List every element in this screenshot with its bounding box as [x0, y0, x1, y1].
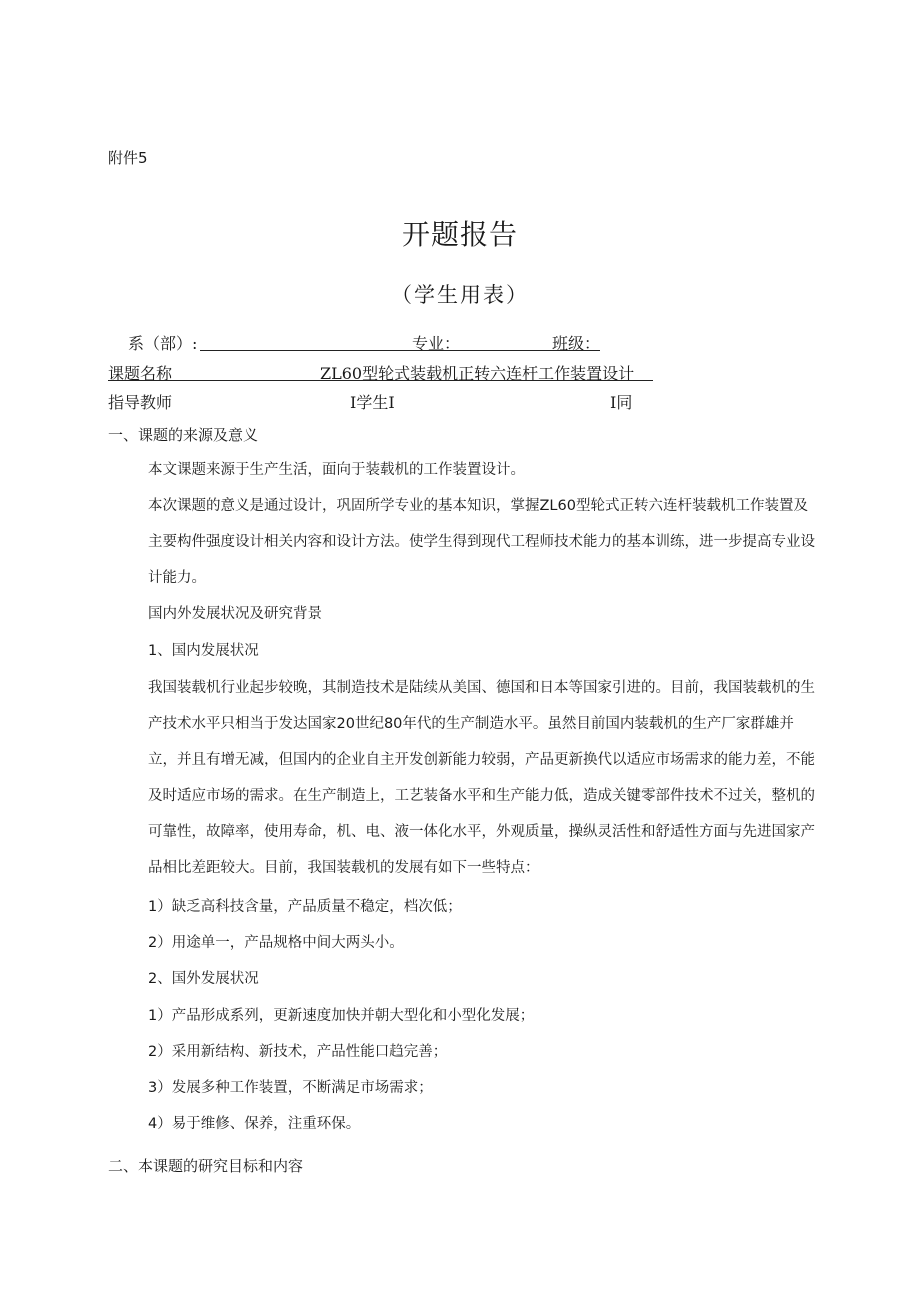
department-label: 系（部）:: [128, 334, 198, 353]
section1-subheading: 国内外发展状况及研究背景: [148, 606, 322, 622]
foreign-heading: 2、国外发展状况: [148, 971, 259, 987]
class-label: 班级：: [552, 334, 601, 353]
topic-label: 课题名称: [108, 364, 173, 383]
topic-value: ZL60型轮式装载机正转六连杆工作装置设计: [320, 364, 635, 383]
page-subtitle: （学生用表）: [391, 283, 529, 307]
topic-underline: [108, 380, 653, 381]
domestic-paragraph: 我国装载机行业起步较晚，其制造技术是陆续从美国、德国和日本等国家引进的。目前，我国装载机的生产技术水平只相当于发达国家20世纪80年代的生产制造水平。虽然目前国内装载机的生产厂家群雄并立，并且有增无减，但国内的企业自主开发创新能力较弱，产品更新换代以适应市场需求的能力差，不能及时适应市场的需求。在生产制造上，工艺装备水平和生产能力低，造成关键零部件技术不过关，整机的可靠性，故障率，使用寿命，机、电、液一体化水平，外观质量，操纵灵活性和舒适性方面与先进国家产品相比差距较大。目前，我国装载机的发展有如下一些特点：: [148, 680, 815, 876]
attachment-label: 附件5: [108, 149, 148, 167]
section1-p1: 本文课题来源于生产生活，面向于装载机的工作装置设计。: [148, 462, 525, 478]
foreign-item: 2）采用新结构、新技术，产品性能口趋完善；: [148, 1044, 448, 1060]
same-label: I同: [610, 393, 633, 412]
domestic-item: 1）缺乏高科技含量，产品质量不稳定，档次低；: [148, 899, 462, 915]
major-label: 专业：: [412, 334, 461, 353]
student-label: I学生I: [350, 393, 395, 412]
domestic-heading: 1、国内发展状况: [148, 643, 259, 659]
section1-p2: 本次课题的意义是通过设计，巩固所学专业的基本知识，掌握ZL60型轮式正转六连杆装载机工作装置及主要构件强度设计相关内容和设计方法。使学生得到现代工程师技术能力的基本训练，进一步提高专业设计能力。: [148, 498, 815, 586]
department-underline: [200, 350, 600, 351]
advisor-label: 指导教师: [108, 393, 173, 412]
page-title: 开题报告: [401, 218, 518, 251]
foreign-item: 3）发展多种工作装置，不断满足市场需求；: [148, 1080, 433, 1096]
section1-heading: 一、课题的来源及意义: [108, 426, 259, 444]
section2-heading: 二、本课题的研究目标和内容: [108, 1157, 304, 1175]
domestic-item: 2）用途单一，产品规格中间大两头小。: [148, 935, 404, 951]
foreign-item: 4）易于维修、保养，注重环保。: [148, 1116, 361, 1132]
foreign-item: 1）产品形成系列，更新速度加快并朝大型化和小型化发展；: [148, 1008, 535, 1024]
